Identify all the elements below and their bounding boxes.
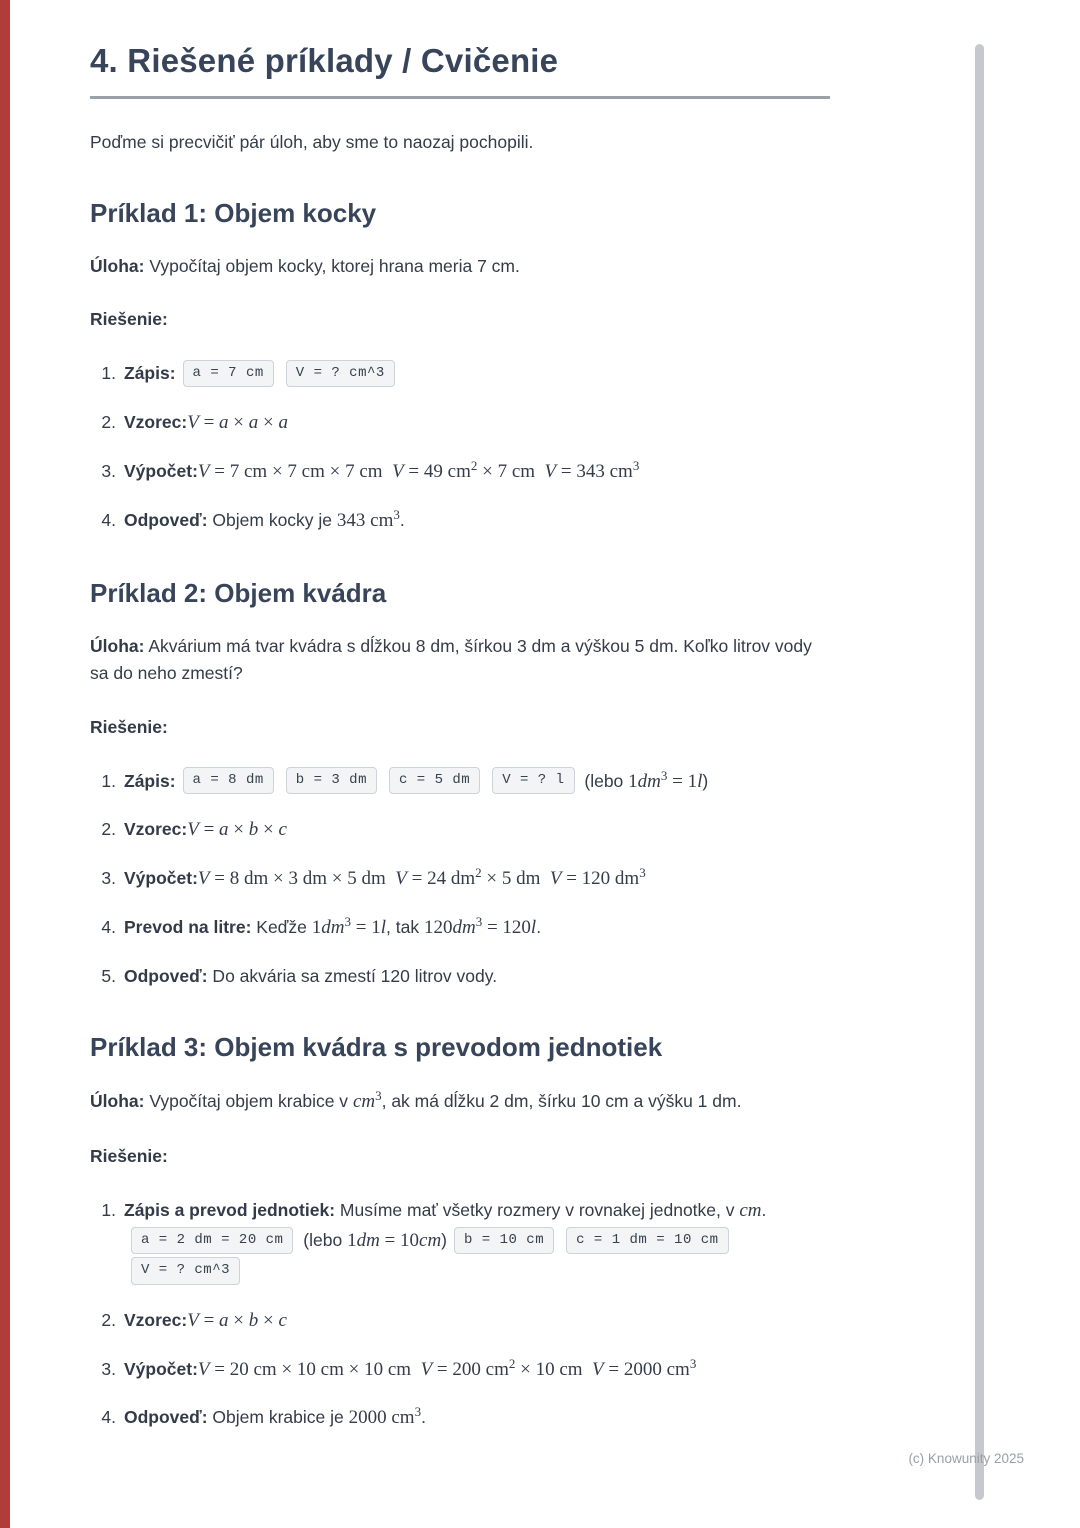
math-expression <box>187 1310 287 1330</box>
text-run: V <box>187 1309 199 1331</box>
answer-text <box>207 1404 426 1429</box>
answer-text: Do akvária sa zmestí 120 litrov vody. <box>207 965 498 986</box>
text-run: Vypočítaj objem krabice v <box>144 1091 353 1112</box>
text-run: = 120 dm <box>561 868 640 890</box>
code-chip: b = 10 cm <box>454 1227 554 1255</box>
text-run: × <box>228 412 249 433</box>
math-expression <box>187 412 288 432</box>
note-text <box>579 767 709 792</box>
step-vzorec <box>124 1306 830 1337</box>
example-3-heading: Príklad 3: Objem kvádra s prevodom jednotiek <box>90 1032 663 1063</box>
step-label: Odpoveď: <box>124 509 208 530</box>
text-run: l <box>380 916 387 938</box>
example-1-section <box>90 198 830 536</box>
text-run: b <box>248 1309 259 1331</box>
text-run: V <box>187 412 199 433</box>
step-label: Výpočet: <box>124 868 198 889</box>
watermark: (c) Knowunity 2025 <box>908 1451 1024 1466</box>
example-2-section <box>90 578 830 990</box>
text-run: cm <box>419 1230 442 1252</box>
text-run: dm <box>321 916 345 938</box>
text-run: 3 <box>344 914 352 930</box>
text-run: = <box>198 412 220 433</box>
text-run: = 24 dm <box>406 868 476 890</box>
text-run: = 343 cm <box>556 460 633 482</box>
text-run: = 49 cm <box>403 460 471 482</box>
text-run: 2 <box>475 865 482 881</box>
example-1-steps <box>90 359 830 536</box>
example-3-section <box>90 1032 830 1434</box>
step-zapis <box>124 767 830 798</box>
math-expression <box>187 819 287 839</box>
page-title: 4. Riešené príklady / Cvičenie <box>90 42 559 79</box>
text-run: 2000 cm <box>348 1407 415 1429</box>
text-run: V <box>197 460 210 482</box>
text-run: 2 <box>508 1355 516 1371</box>
text-run: , ak má dĺžku 2 dm, šírku 10 cm a výšku 1 dm. <box>381 1091 742 1112</box>
step-label: Výpočet: <box>124 460 198 481</box>
text-run: (lebo <box>579 770 629 791</box>
step-vypocet <box>124 457 830 488</box>
text-run: = 10 <box>379 1230 420 1252</box>
text-run: cm <box>352 1091 376 1113</box>
task-label: Úloha: <box>90 256 145 277</box>
math-expression <box>197 1355 697 1380</box>
text-run: dm <box>637 770 661 792</box>
text-run: × <box>258 1309 279 1331</box>
example-2-steps <box>90 767 830 990</box>
step-prevod <box>124 913 830 944</box>
text-run: 3 <box>689 1355 697 1371</box>
text-run: ) <box>441 1230 447 1251</box>
step-label: Zápis a prevod jednotiek: <box>124 1199 336 1220</box>
solution-label-text: Riešenie: <box>90 309 168 330</box>
text-run: = 200 cm <box>432 1358 509 1380</box>
text-run: 3 <box>660 767 668 783</box>
text-run: . <box>421 1407 426 1428</box>
step-vzorec <box>124 408 830 439</box>
text-run: 3 <box>414 1404 422 1420</box>
text-run: = 1 <box>667 770 698 792</box>
intro-paragraph: Poďme si precvičiť pár úloh, aby sme to naozaj pochopili. <box>90 132 534 152</box>
text-run: V <box>592 1358 604 1380</box>
text-run: a <box>278 412 288 433</box>
text-run: = 7 cm × 7 cm × 7 cm <box>209 460 393 482</box>
math-expression <box>197 865 646 890</box>
text-run: 3 <box>393 506 400 522</box>
text-run: , tak <box>386 916 424 937</box>
step-odpoved <box>124 1403 830 1434</box>
code-chip: a = 8 dm <box>183 767 274 795</box>
text-run: V <box>420 1358 433 1380</box>
text-run: c <box>278 819 287 841</box>
text-run: × 10 cm <box>515 1358 593 1380</box>
step-label: Vzorec: <box>124 1309 188 1330</box>
text-run: V <box>197 1358 210 1380</box>
text-run: 1 <box>311 916 322 938</box>
text-run: . <box>399 509 405 530</box>
math-expression <box>197 457 640 482</box>
text-run: 3 <box>632 457 640 473</box>
task-text <box>144 1088 742 1113</box>
text-run: dm <box>356 1230 380 1252</box>
text-run: 2 <box>470 457 478 473</box>
text-run: 343 cm <box>336 509 394 531</box>
code-chip: a = 2 dm = 20 cm <box>131 1227 293 1255</box>
step-label: Zápis: <box>124 363 176 384</box>
text-run: 1 <box>628 770 638 792</box>
step-label: Vzorec: <box>124 412 188 432</box>
task-label: Úloha: <box>90 1091 145 1112</box>
text-run: l <box>530 916 537 938</box>
code-chip: V = ? l <box>492 767 574 795</box>
text-run: . <box>761 1199 767 1220</box>
code-chip: V = ? cm^3 <box>131 1257 240 1285</box>
text-run: . <box>536 916 542 937</box>
title-divider <box>90 96 830 99</box>
text-run: l <box>697 770 703 792</box>
text-run: × <box>228 819 249 841</box>
text-run: = 2000 cm <box>603 1358 690 1380</box>
text-run: V <box>392 460 404 482</box>
solution-label <box>90 714 830 741</box>
text-run: 1 <box>347 1230 357 1252</box>
text-run: V <box>197 868 210 890</box>
step-zapis-prevod <box>124 1196 830 1288</box>
text-run: ) <box>702 770 709 791</box>
text-run: 3 <box>375 1088 382 1104</box>
text-run: a <box>248 412 259 433</box>
text-run: × <box>258 412 279 433</box>
text-run: b <box>248 819 259 841</box>
text-run: (lebo <box>298 1230 348 1251</box>
text-run: 120 <box>423 916 453 938</box>
text-run: dm <box>452 916 476 938</box>
text-run: V <box>549 868 562 890</box>
scrollbar-thumb[interactable] <box>975 44 984 1500</box>
text-run: = <box>198 1309 220 1331</box>
text-run: c <box>278 1309 287 1331</box>
text-run: × 5 dm <box>481 868 550 890</box>
text-run: V <box>395 868 407 890</box>
step-label: Vzorec: <box>124 819 188 840</box>
text-run: × <box>228 1309 249 1331</box>
text-run: Objem krabice je <box>207 1407 349 1428</box>
text-run: = 120 <box>482 916 531 938</box>
step-vypocet <box>124 864 830 895</box>
document-page <box>90 42 830 1452</box>
example-2-heading: Príklad 2: Objem kvádra <box>90 578 387 609</box>
code-chip: c = 1 dm = 10 cm <box>566 1227 728 1255</box>
text-run: = 1 <box>351 916 381 938</box>
text-run: V <box>544 460 557 482</box>
text-run: a <box>219 819 229 841</box>
left-accent-strip <box>0 0 10 1528</box>
text-run: × 7 cm <box>477 460 545 482</box>
task-label: Úloha: <box>90 636 145 657</box>
step-vypocet <box>124 1355 830 1386</box>
text-run: = <box>198 819 220 841</box>
answer-text <box>207 506 405 531</box>
example-1-heading: Príklad 1: Objem kocky <box>90 198 377 229</box>
step-intro-text <box>335 1200 766 1220</box>
task-text: Akvárium má tvar kvádra s dĺžkou 8 dm, šírkou 3 dm a výškou 5 dm. Koľko litrov vody sa do neho zmestí? <box>90 636 812 684</box>
text-run: Objem kocky je <box>207 509 337 530</box>
text-run: × <box>258 819 279 841</box>
example-1-task <box>90 253 830 280</box>
text-run: V <box>187 819 199 841</box>
code-chip: b = 3 dm <box>286 767 377 795</box>
task-text: Vypočítaj objem kocky, ktorej hrana meria 7 cm. <box>144 256 520 277</box>
solution-label <box>90 306 830 333</box>
text-run: cm <box>739 1199 762 1221</box>
step-zapis <box>124 359 830 390</box>
text-run: a <box>219 1309 229 1331</box>
example-3-steps <box>90 1196 830 1434</box>
text-run: = 8 dm × 3 dm × 5 dm <box>209 868 396 890</box>
code-chip: a = 7 cm <box>183 360 274 388</box>
text-run: 3 <box>639 865 646 881</box>
note-text <box>298 1230 447 1250</box>
code-chip: V = ? cm^3 <box>286 360 395 388</box>
step-vzorec <box>124 815 830 846</box>
solution-label-text: Riešenie: <box>90 716 168 737</box>
example-2-task <box>90 633 830 687</box>
text-run: Musíme mať všetky rozmery v rovnakej jednotke, v <box>335 1199 740 1220</box>
step-label: Prevod na litre: <box>124 916 252 937</box>
text-run: Keďže <box>251 916 312 937</box>
step-label: Zápis: <box>124 770 176 791</box>
code-chip: c = 5 dm <box>389 767 480 795</box>
text-run: a <box>219 412 229 433</box>
text-run: 3 <box>475 914 483 930</box>
step-label: Odpoveď: <box>124 1407 208 1428</box>
step-odpoved <box>124 506 830 537</box>
conversion-text <box>251 914 542 938</box>
step-label: Výpočet: <box>124 1358 198 1379</box>
text-run: = 20 cm × 10 cm × 10 cm <box>209 1358 421 1380</box>
solution-label-text: Riešenie: <box>90 1145 168 1166</box>
step-label: Odpoveď: <box>124 965 208 986</box>
example-3-task <box>90 1087 830 1116</box>
step-odpoved <box>124 962 830 990</box>
solution-label <box>90 1143 830 1170</box>
